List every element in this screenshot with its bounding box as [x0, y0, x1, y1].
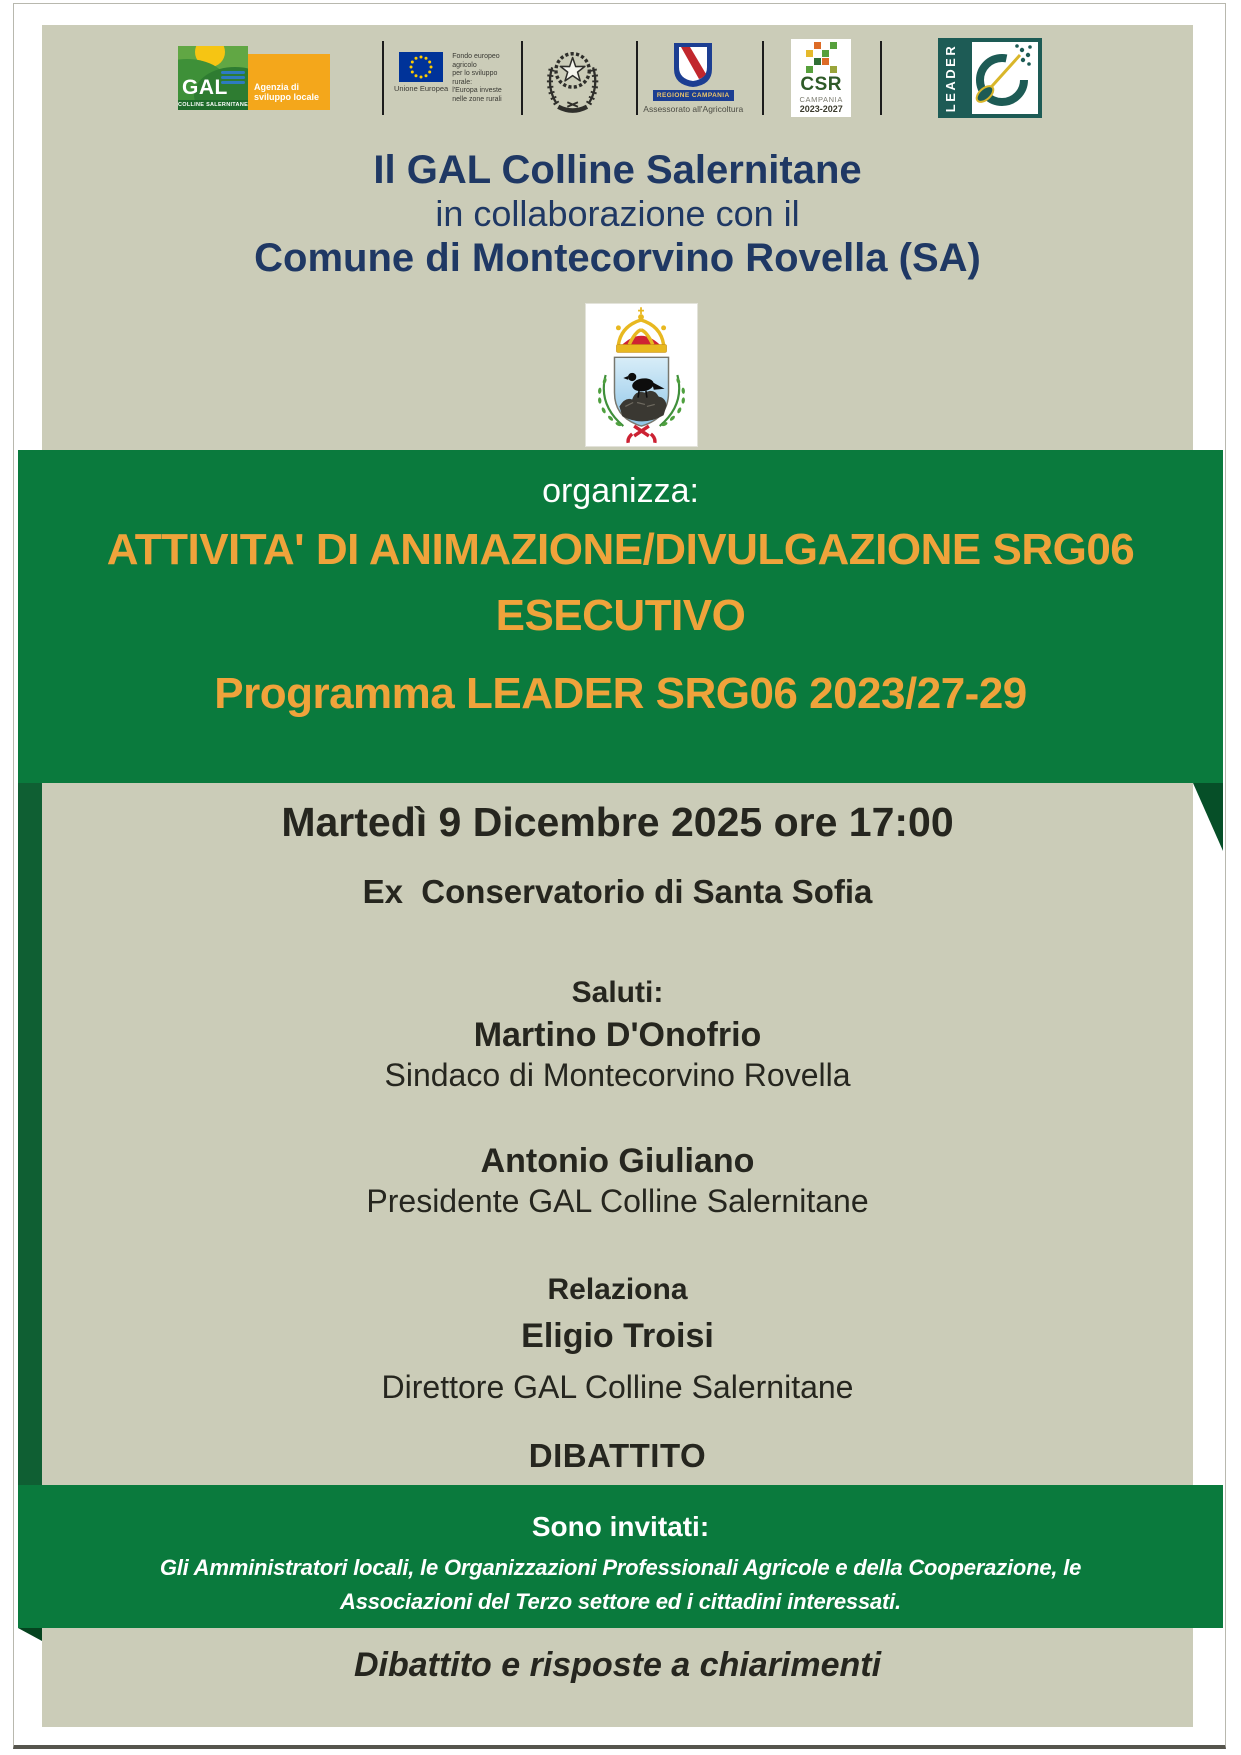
csr-mosaic-icon [806, 42, 837, 73]
invite-line: Associazioni del Terzo settore ed i cittadini interessati. [340, 1589, 901, 1614]
speaker-role: Sindaco di Montecorvino Rovella [384, 1057, 851, 1093]
gal-acronym: GAL [182, 76, 228, 99]
campania-banner: REGIONE CAMPANIA [653, 90, 734, 101]
gal-agency-line: Agenzia di [254, 82, 300, 92]
csr-acronym: CSR [800, 74, 843, 95]
closing-line: Dibattito e risposte a chiarimenti [353, 1646, 882, 1684]
invite-label: Sono invitati: [531, 1511, 710, 1542]
italian-republic-emblem-icon [537, 41, 609, 115]
csr-campania-logo [791, 39, 851, 117]
gal-agency-label [248, 54, 330, 110]
ribbon-side-strip [18, 783, 42, 1485]
activity-title-line3: Programma LEADER SRG06 2023/27-29 [214, 669, 1027, 718]
eu-fund-text: Fondo europeo agricolo per lo sviluppo rurale: l'Europa investe nelle zone rurali [452, 53, 502, 103]
speaker-name: Antonio Giuliano [480, 1142, 755, 1180]
logo-row [178, 33, 1042, 123]
csr-region: CAMPANIA [799, 95, 843, 104]
header-panel [42, 25, 1193, 450]
reporter-role: Direttore GAL Colline Salernitane [381, 1369, 854, 1405]
activity-title-line1: ATTIVITA' DI ANIMAZIONE/DIVULGAZIONE SRG06 [106, 525, 1135, 574]
invite-banner [18, 1485, 1223, 1628]
eu-logo [394, 52, 514, 104]
campania-shield-icon [672, 42, 714, 88]
leader-label: LEADER [943, 43, 959, 113]
gal-logo [178, 46, 330, 110]
gal-name: COLLINE SALERNITANE [178, 102, 248, 108]
invite-line: Gli Amministratori locali, le Organizzazioni Professionali Agricole e della Cooperazione, le [159, 1555, 1082, 1580]
municipal-coat-of-arms [585, 303, 698, 447]
reporter-name: Eligio Troisi [521, 1317, 714, 1355]
organizza-label: organizza: [542, 472, 699, 510]
report-label: Relaziona [547, 1273, 688, 1306]
partner-title: Comune di Montecorvino Rovella (SA) [254, 236, 981, 280]
logo-divider [521, 41, 523, 115]
debate-label: DIBATTITO [528, 1437, 707, 1474]
speaker-role: Presidente GAL Colline Salernitane [366, 1183, 869, 1219]
regione-campania-logo [643, 42, 744, 114]
poster-title: Il GAL Colline Salernitane [373, 148, 862, 192]
logo-divider [382, 41, 384, 115]
greetings-label: Saluti: [571, 976, 664, 1009]
event-venue: Ex Conservatorio di Santa Sofia [362, 873, 873, 910]
eu-flag-column [394, 52, 448, 93]
csr-years: 2023-2027 [799, 104, 843, 114]
poster-subtitle: in collaborazione con il [435, 193, 800, 234]
event-datetime: Martedì 9 Dicembre 2025 ore 17:00 [281, 799, 954, 845]
ribbon-fold [18, 1628, 42, 1641]
logo-divider [762, 41, 764, 115]
announcement-banner [18, 450, 1223, 783]
activity-title-line2: ESECUTIVO [495, 591, 746, 640]
logo-divider [880, 41, 882, 115]
gal-agency-line: sviluppo locale [254, 92, 320, 102]
gal-logo-art [178, 46, 248, 110]
coat-of-arms-icon [586, 304, 697, 446]
logo-divider [636, 41, 638, 115]
leader-logo [938, 38, 1042, 118]
speaker-name: Martino D'Onofrio [473, 1016, 762, 1054]
eu-caption: Unione Europea [394, 84, 449, 93]
ribbon-fold [1193, 783, 1223, 851]
wave-icon [221, 71, 245, 74]
campania-caption: Assessorato all'Agricoltura [643, 104, 744, 114]
eu-flag-icon [399, 52, 443, 82]
